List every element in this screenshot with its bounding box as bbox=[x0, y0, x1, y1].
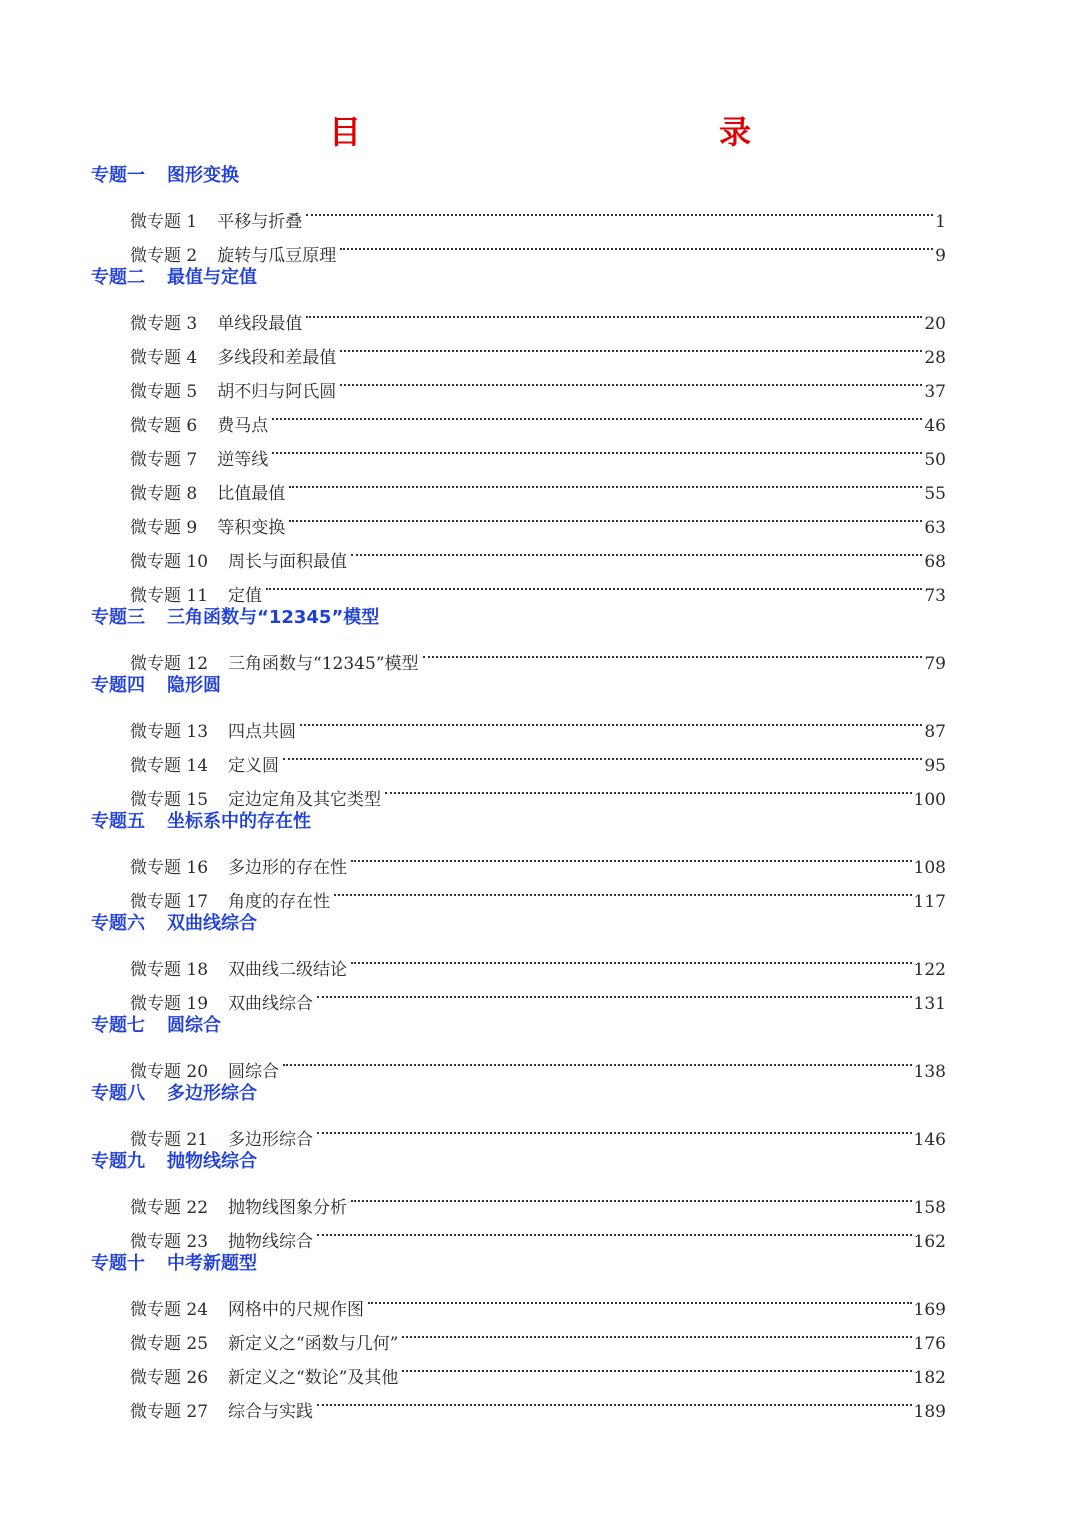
entry-number: 微专题 16 bbox=[130, 858, 209, 878]
entry-title: 旋转与瓜豆原理 bbox=[217, 246, 337, 266]
entry-title: 等积变换 bbox=[217, 518, 286, 538]
entry-number: 微专题 8 bbox=[130, 484, 198, 504]
entry-page-number: 138 bbox=[913, 1062, 946, 1082]
section-title: 中考新题型 bbox=[167, 1253, 257, 1274]
dot-leader bbox=[423, 635, 923, 669]
toc-entry[interactable] bbox=[130, 1281, 946, 1320]
section-number: 专题十 bbox=[91, 1253, 145, 1274]
entry-number: 微专题 3 bbox=[130, 314, 198, 334]
entry-number: 微专题 26 bbox=[130, 1368, 209, 1388]
toc-section-heading[interactable] bbox=[0, 601, 1080, 635]
entry-number: 微专题 23 bbox=[130, 1232, 209, 1252]
entry-number: 微专题 25 bbox=[130, 1334, 209, 1354]
entry-title: 多边形的存在性 bbox=[228, 858, 348, 878]
entry-title: 双曲线二级结论 bbox=[228, 960, 348, 980]
entry-page-number: 146 bbox=[913, 1130, 946, 1150]
entry-page-number: 50 bbox=[924, 450, 946, 470]
entry-page-number: 73 bbox=[924, 586, 946, 606]
dot-leader bbox=[317, 1213, 912, 1247]
dot-leader bbox=[272, 397, 922, 431]
entry-title: 定值 bbox=[228, 586, 263, 606]
page-title: 目 录 bbox=[328, 113, 849, 151]
dot-leader bbox=[283, 1043, 912, 1077]
section-number: 专题四 bbox=[91, 675, 145, 696]
entry-title: 圆综合 bbox=[228, 1062, 280, 1082]
dot-leader bbox=[351, 839, 912, 873]
entry-number: 微专题 20 bbox=[130, 1062, 209, 1082]
section-number: 专题九 bbox=[91, 1151, 145, 1172]
entry-number: 微专题 13 bbox=[130, 722, 209, 742]
toc-entry[interactable] bbox=[130, 1043, 946, 1082]
dot-leader bbox=[340, 227, 933, 261]
entry-number: 微专题 22 bbox=[130, 1198, 209, 1218]
entry-page-number: 182 bbox=[913, 1368, 946, 1388]
entry-page-number: 117 bbox=[913, 892, 946, 912]
entry-number: 微专题 12 bbox=[130, 654, 209, 674]
entry-page-number: 9 bbox=[935, 246, 946, 266]
entry-title: 定边定角及其它类型 bbox=[228, 790, 382, 810]
dot-leader bbox=[351, 941, 912, 975]
toc-entry[interactable] bbox=[130, 193, 946, 232]
entry-page-number: 1 bbox=[935, 212, 946, 232]
section-number: 专题八 bbox=[91, 1083, 145, 1104]
entry-number: 微专题 2 bbox=[130, 246, 198, 266]
entry-title: 双曲线综合 bbox=[228, 994, 314, 1014]
entry-page-number: 68 bbox=[924, 552, 946, 572]
dot-leader bbox=[351, 1179, 912, 1213]
toc-entry[interactable] bbox=[130, 1111, 946, 1150]
entry-title: 四点共圆 bbox=[228, 722, 297, 742]
dot-leader bbox=[402, 1315, 911, 1349]
entry-number: 微专题 24 bbox=[130, 1300, 209, 1320]
entry-page-number: 162 bbox=[913, 1232, 946, 1252]
toc-entry[interactable] bbox=[130, 839, 946, 878]
dot-leader bbox=[289, 499, 922, 533]
section-number: 专题七 bbox=[91, 1015, 145, 1036]
entry-page-number: 131 bbox=[913, 994, 946, 1014]
section-title: 圆综合 bbox=[167, 1015, 221, 1036]
section-number: 专题一 bbox=[91, 165, 145, 186]
section-number: 专题三 bbox=[91, 607, 145, 628]
entry-title: 新定义之“函数与几何” bbox=[228, 1334, 399, 1354]
entry-title: 网格中的尺规作图 bbox=[228, 1300, 365, 1320]
entry-page-number: 46 bbox=[924, 416, 946, 436]
entry-number: 微专题 18 bbox=[130, 960, 209, 980]
dot-leader bbox=[283, 737, 922, 771]
entry-number: 微专题 6 bbox=[130, 416, 198, 436]
entry-page-number: 189 bbox=[913, 1402, 946, 1422]
toc-entry[interactable] bbox=[130, 295, 946, 334]
dot-leader bbox=[306, 193, 933, 227]
dot-leader bbox=[289, 465, 922, 499]
entry-number: 微专题 7 bbox=[130, 450, 198, 470]
entry-number: 微专题 14 bbox=[130, 756, 209, 776]
entry-page-number: 87 bbox=[924, 722, 946, 742]
dot-leader bbox=[272, 431, 922, 465]
entry-page-number: 37 bbox=[924, 382, 946, 402]
dot-leader bbox=[368, 1281, 912, 1315]
toc-section-heading[interactable] bbox=[0, 669, 1080, 703]
dot-leader bbox=[340, 329, 922, 363]
dot-leader bbox=[317, 975, 912, 1009]
entry-title: 三角函数与“12345”模型 bbox=[228, 654, 419, 674]
entry-page-number: 95 bbox=[924, 756, 946, 776]
entry-page-number: 55 bbox=[924, 484, 946, 504]
section-title: 双曲线综合 bbox=[167, 913, 257, 934]
entry-page-number: 100 bbox=[913, 790, 946, 810]
dot-leader bbox=[317, 1111, 912, 1145]
section-number: 专题五 bbox=[91, 811, 145, 832]
entry-number: 微专题 10 bbox=[130, 552, 209, 572]
toc-entry[interactable] bbox=[130, 703, 946, 742]
entry-number: 微专题 15 bbox=[130, 790, 209, 810]
entry-title: 新定义之“数论”及其他 bbox=[228, 1368, 399, 1388]
entry-page-number: 20 bbox=[924, 314, 946, 334]
dot-leader bbox=[340, 363, 922, 397]
section-title: 抛物线综合 bbox=[167, 1151, 257, 1172]
section-title: 三角函数与“12345”模型 bbox=[167, 607, 380, 628]
entry-page-number: 176 bbox=[913, 1334, 946, 1354]
entry-number: 微专题 11 bbox=[130, 586, 209, 606]
entry-number: 微专题 4 bbox=[130, 348, 198, 368]
dot-leader bbox=[317, 1383, 912, 1417]
toc-section-heading[interactable] bbox=[0, 261, 1080, 295]
section-title: 多边形综合 bbox=[167, 1083, 257, 1104]
entry-number: 微专题 1 bbox=[130, 212, 198, 232]
toc-entry[interactable] bbox=[130, 941, 946, 980]
entry-page-number: 63 bbox=[924, 518, 946, 538]
entry-title: 单线段最值 bbox=[217, 314, 303, 334]
entry-number: 微专题 17 bbox=[130, 892, 209, 912]
entry-title: 胡不归与阿氏圆 bbox=[217, 382, 337, 402]
dot-leader bbox=[306, 295, 922, 329]
dot-leader bbox=[402, 1349, 911, 1383]
dot-leader bbox=[266, 567, 922, 601]
entry-page-number: 122 bbox=[913, 960, 946, 980]
toc-section-heading[interactable] bbox=[0, 159, 1080, 193]
dot-leader bbox=[351, 533, 922, 567]
section-number: 专题六 bbox=[91, 913, 145, 934]
section-title: 图形变换 bbox=[167, 165, 239, 186]
entry-page-number: 158 bbox=[913, 1198, 946, 1218]
entry-title: 综合与实践 bbox=[228, 1402, 314, 1422]
section-number: 专题二 bbox=[91, 267, 145, 288]
entry-page-number: 169 bbox=[913, 1300, 946, 1320]
entry-title: 抛物线图象分析 bbox=[228, 1198, 348, 1218]
entry-page-number: 28 bbox=[924, 348, 946, 368]
entry-title: 多线段和差最值 bbox=[217, 348, 337, 368]
section-title: 最值与定值 bbox=[167, 267, 257, 288]
entry-title: 定义圆 bbox=[228, 756, 280, 776]
entry-title: 逆等线 bbox=[217, 450, 269, 470]
entry-number: 微专题 27 bbox=[130, 1402, 209, 1422]
entry-title: 周长与面积最值 bbox=[228, 552, 348, 572]
entry-number: 微专题 5 bbox=[130, 382, 198, 402]
entry-number: 微专题 9 bbox=[130, 518, 198, 538]
dot-leader bbox=[334, 873, 912, 907]
entry-title: 比值最值 bbox=[217, 484, 286, 504]
entry-title: 平移与折叠 bbox=[217, 212, 303, 232]
table-of-contents bbox=[0, 159, 1080, 1422]
toc-entry[interactable] bbox=[130, 635, 946, 674]
entry-title: 多边形综合 bbox=[228, 1130, 314, 1150]
entry-number: 微专题 21 bbox=[130, 1130, 209, 1150]
entry-title: 费马点 bbox=[217, 416, 269, 436]
entry-page-number: 79 bbox=[924, 654, 946, 674]
dot-leader bbox=[385, 771, 912, 805]
entry-page-number: 108 bbox=[913, 858, 946, 878]
section-title: 坐标系中的存在性 bbox=[167, 811, 311, 832]
dot-leader bbox=[300, 703, 922, 737]
section-title: 隐形圆 bbox=[167, 675, 221, 696]
toc-entry[interactable] bbox=[130, 1179, 946, 1218]
entry-number: 微专题 19 bbox=[130, 994, 209, 1014]
entry-title: 角度的存在性 bbox=[228, 892, 331, 912]
entry-title: 抛物线综合 bbox=[228, 1232, 314, 1252]
